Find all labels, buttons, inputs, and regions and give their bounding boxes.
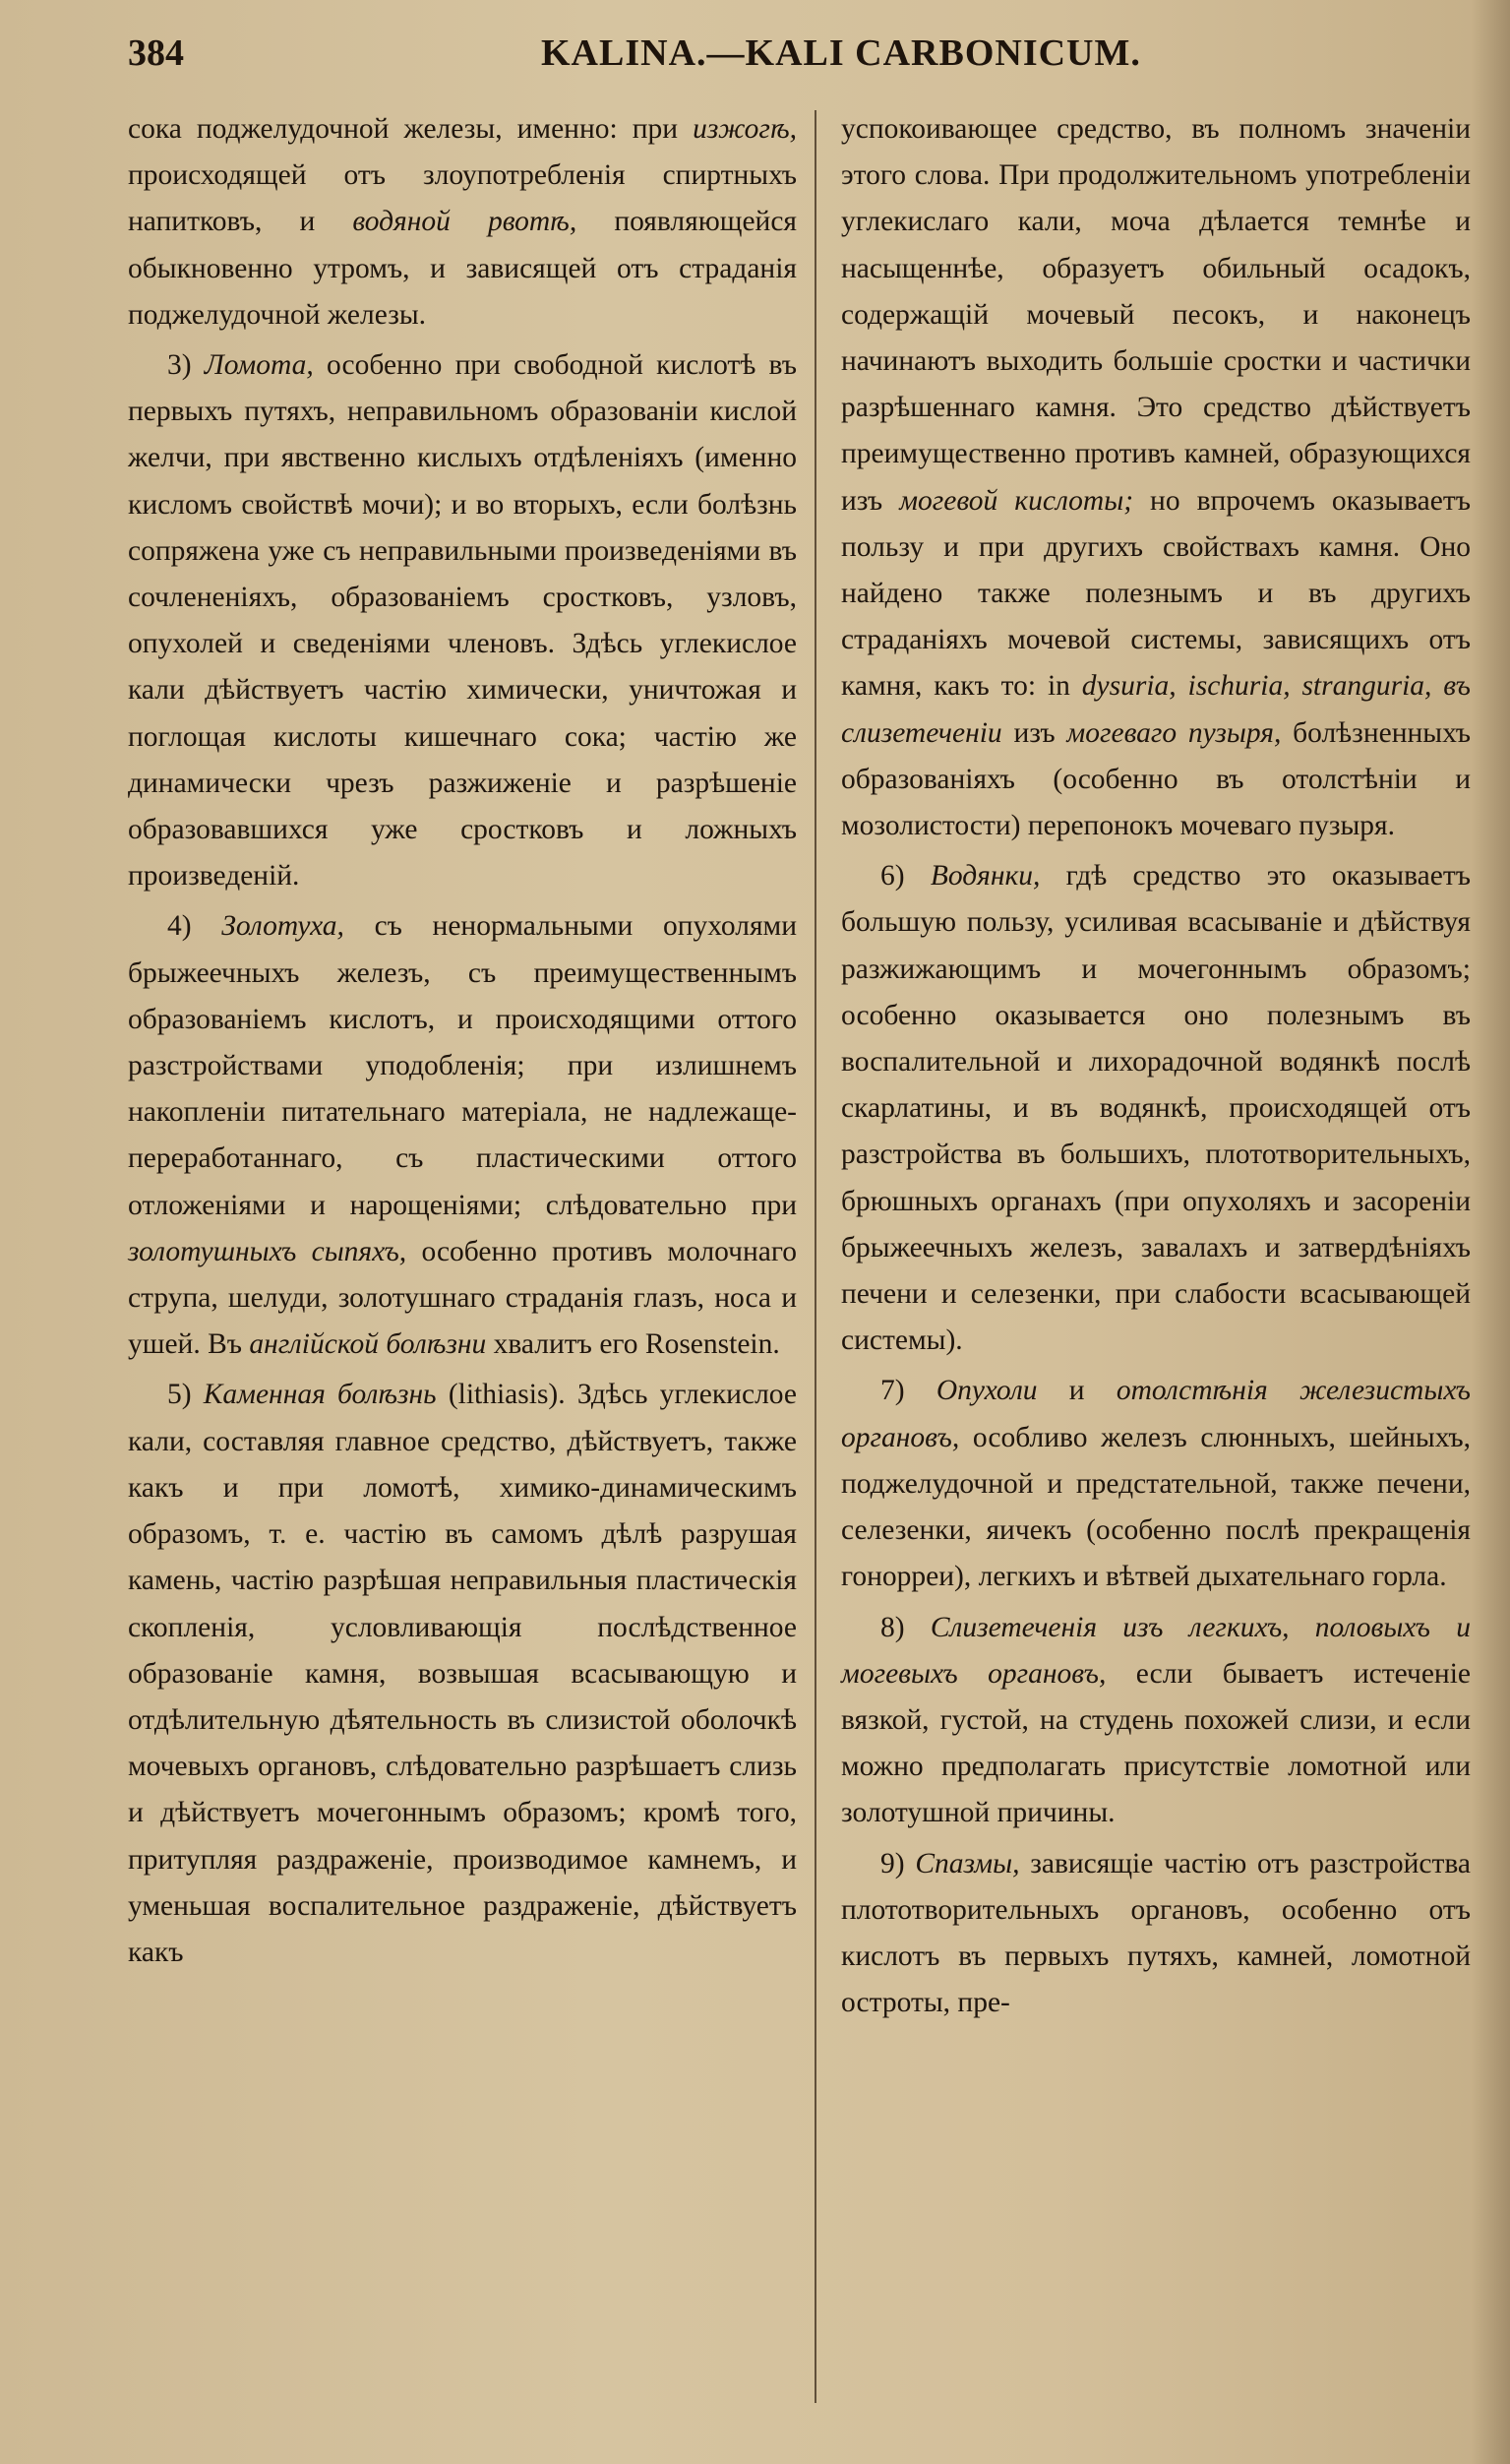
- text-run: изъ: [1001, 716, 1067, 749]
- running-head: KALINA.—KALI CARBONICUM.: [541, 32, 1141, 74]
- text-run: [1431, 670, 1443, 702]
- paragraph: [841, 106, 1471, 849]
- text-run: 8): [880, 1611, 931, 1643]
- text-run: успокоивающее средство, въ полномъ значеніи этого слова. При продолжительномъ употребленіи углекислаго кали, моча дѣлается темнѣе и насыщеннѣе, образуетъ обильный осадокъ, содержащій мочевый песокъ, и наконецъ начинаютъ выходить большіе сростки и частички разрѣшеннаго камня. Это средство дѣйствуетъ преимущественно противъ камней, образующихся изъ: [841, 113, 1471, 517]
- italic-term: Водянки,: [930, 860, 1041, 893]
- italic-term: золотушныхъ сыпяхъ,: [128, 1235, 407, 1267]
- page-edge-shadow: [1471, 0, 1510, 2464]
- text-run: (lithiasis). Здѣсь углекислое кали, составляя главное средство, дѣйствуетъ, также какъ и при ломотѣ, химико-динамическимъ образомъ, т. е. частію въ самомъ дѣлѣ разрушая камень, частію разрѣшая неправильныя пластическія скопленія, условливающія послѣдственное образованіе камня, возвышая всасывающую и отдѣлительную дѣятельность въ слизистой оболочкѣ мочевыхъ органовъ, слѣдовательно разрѣшаетъ слизь и дѣйствуетъ мочегоннымъ образомъ; кромѣ того, притупляя раздраженіе, производимое камнемъ, и уменьшая воспалительное раздраженіе, дѣйствуетъ какъ: [128, 1379, 797, 1968]
- text-run: 9): [880, 1847, 916, 1879]
- paragraph: [841, 1841, 1471, 2027]
- italic-term: Спазмы,: [915, 1847, 1020, 1879]
- left-column: [128, 106, 797, 1980]
- italic-term: Опухоли: [936, 1375, 1038, 1407]
- page-header: [128, 28, 1456, 87]
- paragraph: [841, 1368, 1471, 1600]
- text-run: гдѣ средство это оказываетъ большую пользу, усиливая всасываніе и дѣйствуя разжижающимъ и мочегоннымъ образомъ; особенно оказывается оно полезнымъ въ воспалительной и лихорадочной водянкѣ послѣ скарлатины, и въ водянкѣ, происходящей отъ разстройства въ большихъ, плототворительныхъ, брюшныхъ органахъ (при опухоляхъ и засореніи брыжеечныхъ железъ, завалахъ и затвердѣніяхъ печени и селезенки, при слабости всасывающей системы).: [841, 860, 1471, 1357]
- italic-term: Ломота,: [204, 349, 314, 382]
- text-run: но впрочемъ оказываетъ пользу и при другихъ свойствахъ камня. Оно найдено также полезнымъ и въ другихъ страданіяхъ мочевой системы, зависящихъ отъ камня, какъ то: in: [841, 484, 1471, 703]
- paragraph: [128, 1372, 797, 1976]
- text-run: особенно противъ молочнаго струпа, шелуди, золотушнаго страданія глазъ, носа и ушей. Въ: [128, 1235, 797, 1361]
- italic-term: Каменная болѣзнь: [203, 1379, 437, 1411]
- text-run: хвалитъ его Rosenstein.: [486, 1328, 780, 1361]
- italic-term: англійской болѣзни: [249, 1328, 487, 1361]
- text-run: появляющейся обыкновенно утромъ, и зависящей отъ страданія поджелудочной железы.: [128, 206, 797, 331]
- text-run: особливо железъ слюнныхъ, шейныхъ, поджелудочной и предстательной, также печени, селезенки, яичекъ (особенно послѣ прекращенія гонорреи), легкихъ и вѣтвей дыхательнаго горла.: [841, 1421, 1471, 1593]
- text-run: происходящей отъ злоупотребленія спиртныхъ напитковъ, и: [128, 159, 797, 238]
- page-number: 384: [128, 32, 184, 74]
- text-run: сока поджелудочной железы, именно: при: [128, 113, 694, 145]
- paragraph: [128, 903, 797, 1368]
- text-run: и: [1037, 1375, 1117, 1407]
- text-run: 7): [880, 1375, 936, 1407]
- italic-term: изжогѣ,: [693, 113, 797, 145]
- italic-term: Слизетеченія изъ легкихъ, половыхъ и могевыхъ органовъ,: [841, 1611, 1471, 1690]
- text-run: болѣзненныхъ образованіяхъ (особенно въ отолстѣніи и мозолистости) перепонокъ мочеваго пузыря.: [841, 716, 1471, 842]
- text-run: 5): [167, 1379, 204, 1411]
- italic-term: могеваго пузыря,: [1066, 716, 1282, 749]
- column-divider: [815, 110, 816, 2403]
- italic-term: отолстѣнія железистыхъ органовъ,: [841, 1375, 1471, 1453]
- italic-term: Золотуха,: [221, 910, 344, 943]
- italic-term: могевой кислоты;: [899, 484, 1134, 517]
- paragraph: [841, 853, 1471, 1364]
- paragraph: [128, 342, 797, 899]
- paragraph: [128, 106, 797, 339]
- italic-term: dysuria, ischuria, stranguria,: [1081, 670, 1432, 703]
- italic-term: водяной рвотѣ,: [352, 206, 577, 238]
- text-run: 3): [167, 349, 205, 382]
- text-run: 6): [880, 860, 931, 893]
- text-run: если бываетъ истеченіе вязкой, густой, на студень похожей слизи, и если можно предполагать присутствіе ломотной или золотушной причины.: [841, 1657, 1471, 1829]
- text-run: особенно при свободной кислотѣ въ первыхъ путяхъ, неправильномъ образованіи кислой желчи, при явственно кислыхъ отдѣленіяхъ (именно кисломъ свойствѣ мочи); и во вторыхъ, если болѣзнь сопряжена уже съ неправильными произведеніями въ сочлененіяхъ, образованіемъ сростковъ, узловъ, опухолей и сведеніями членовъ. Здѣсь углекислое кали дѣйствуетъ частію химически, уничтожая и поглощая кислоты кишечнаго сока; частію же динамически чрезъ разжиженіе и разрѣшеніе образовавшихся уже сростковъ и ложныхъ произведеній.: [128, 349, 797, 893]
- italic-term: въ слизетеченіи: [841, 670, 1471, 749]
- text-run: зависящіе частію отъ разстройства плототворительныхъ органовъ, особенно отъ кислотъ въ первыхъ путяхъ, камней, ломотной остроты, пре-: [841, 1847, 1471, 2019]
- text-run: съ ненормальными опухолями брыжеечныхъ железъ, съ преимущественнымъ образованіемъ кислотъ, и происходящими оттого разстройствами уподобленія; при излишнемъ накопленіи питательнаго матеріала, не надлежаще-переработаннаго, съ пластическими оттого отложеніями и нарощеніями; слѣдовательно при: [128, 910, 797, 1221]
- text-run: 4): [167, 910, 222, 943]
- paragraph: [841, 1605, 1471, 1837]
- right-column: [841, 106, 1471, 2030]
